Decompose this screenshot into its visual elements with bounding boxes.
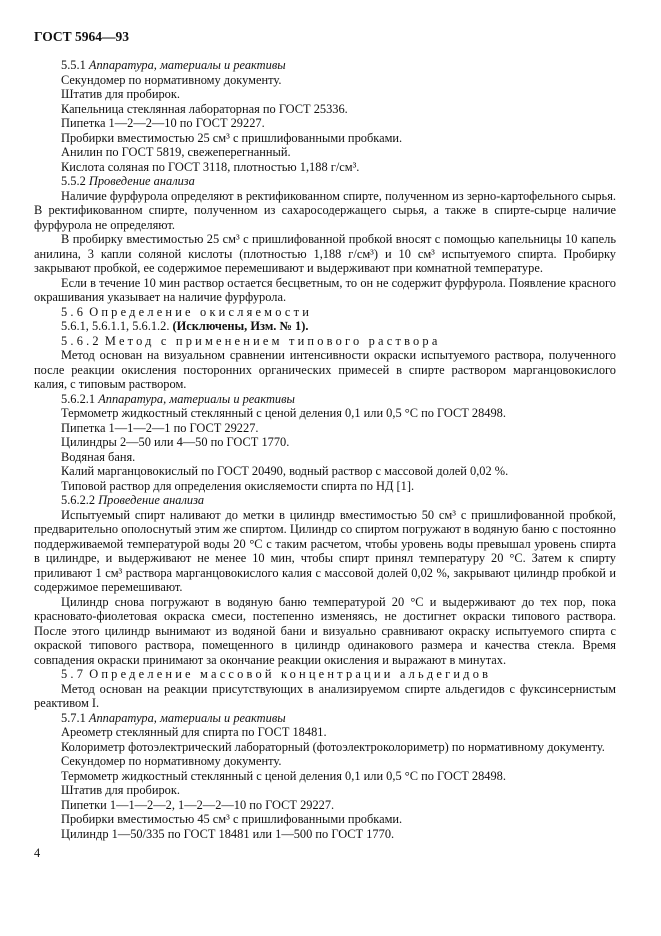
section-heading [34,319,616,334]
paragraph: Метод основан на реакции присутствующих в анализируемом спирте альдегидов с фуксинсернистым реактивом I. [34,681,616,710]
paragraph: Цилиндр 1—50/335 по ГОСТ 18481 или 1—500 по ГОСТ 1770. [61,826,395,841]
paragraph: Цилиндр снова погружают в водяную баню температурой 20 °С и выдерживают до тех пор, пока красновато-фиолетовая окраска смеси, постепенно изменяясь, не достигнет окраски типового раствора. После этого цилиндр вынимают из водяной бани и визуально сравнивают окраску испытуемого спирта с окраской типового раствора, помещенного в цилиндр одинакового размера и качества стекла. Время совпадения окраски принимают за окончание реакции окисления и выражают в минутах. [34,594,616,667]
document-header: ГОСТ 5964—93 [34,29,130,44]
section-number: 5.6.2 [61,333,102,348]
section-number: 5.6.2.2 [61,493,96,507]
section-title: Аппаратура, материалы и реактивы [88,58,286,72]
document-body [34,58,616,841]
paragraph: Цилиндры 2—50 или 4—50 по ГОСТ 1770. [61,435,290,449]
section-title: (Исключены, Изм. № 1). [172,319,309,333]
paragraph: Пробирки вместимостью 25 см³ с пришлифованными пробками. [61,130,403,145]
section-heading [34,174,616,189]
paragraph: Капельница стеклянная лабораторная по ГОСТ 25336. [61,101,348,116]
paragraph: Штатив для пробирок. [61,87,180,101]
paragraph: Кислота соляная по ГОСТ 3118, плотностью 1,188 г/см³. [61,159,360,174]
paragraph: Калий марганцовокислый по ГОСТ 20490, водный раствор с массовой долей 0,02 %. [61,464,509,478]
paragraph: Штатив для пробирок. [61,783,180,797]
section-heading [34,305,616,320]
paragraph: Испытуемый спирт наливают до метки в цилиндр вместимостью 50 см³ с пришлифованной пробкой, предварительно ополоснутый этим же спиртом. Цилиндр со спиртом погружают в водяную баню с постоянно поддерживаемой температурой воды 20 °С с таким расчетом, чтобы уровень воды превышал уровень спирта в цилиндре, и выдерживают не менее 10 мин, чтобы спирт принял температуру 20 °С. Затем к спирту приливают 1 см³ раствора марганцовокислого калия с массовой долей 0,02 %, закрывают цилиндр пробкой и содержимое перемешивают. [34,507,616,594]
paragraph: Метод основан на визуальном сравнении интенсивности окраски испытуемого раствора, полученного после реакции окисления посторонних органических примесей в спирте раствором марганцовокислого калия, с типовым раствором. [34,348,616,391]
section-heading [34,667,616,682]
section-title: Аппаратура, материалы и реактивы [88,710,286,725]
paragraph: Термометр жидкостный стеклянный с ценой деления 0,1 или 0,5 °С по ГОСТ 28498. [61,406,506,420]
paragraph: Анилин по ГОСТ 5819, свежеперегнанный. [61,145,291,159]
paragraph: Пробирки вместимостью 45 см³ с пришлифованными пробками. [61,812,403,826]
section-title: Проведение анализа [88,174,195,188]
section-number: 5.5.1 [61,58,86,72]
paragraph: Наличие фурфурола определяют в ректификованном спирте, полученном из зерно-картофельного сырья. В ректификованном спирте, полученном из сахаросодержащего сырья, а также в спирте-сырце наличие фурфурола не определяют. [34,188,616,232]
section-number: 5.6 [61,304,87,319]
section-number: 5.6.1, 5.6.1.1, 5.6.1.2. [61,319,170,333]
paragraph: Водяная баня. [61,449,136,464]
section-heading [34,58,616,73]
paragraph: Ареометр стеклянный для спирта по ГОСТ 18481. [61,725,327,739]
section-number: 5.7.1 [61,710,86,725]
paragraph: Пипетки 1—1—2—2, 1—2—2—10 по ГОСТ 29227. [61,797,335,812]
page-number: 4 [34,846,41,860]
section-title: Определение окисляемости [89,304,313,319]
section-number: 5.5.2 [61,174,86,188]
section-heading [34,711,616,726]
paragraph: Если в течение 10 мин раствор остается бесцветным, то он не содержит фурфурола. Появление красного окрашивания указывает на наличие фурфурола. [34,275,616,304]
paragraph: Секундомер по нормативному документу. [61,72,282,87]
section-heading [34,334,616,349]
section-number: 5.7 [61,667,87,681]
section-number: 5.6.2.1 [61,391,96,406]
paragraph: Типовой раствор для определения окисляемости спирта по НД [1]. [61,478,415,493]
paragraph: Термометр жидкостный стеклянный с ценой деления 0,1 или 0,5 °С по ГОСТ 28498. [61,768,506,783]
section-heading [34,493,616,508]
paragraph: Секундомер по нормативному документу. [61,754,282,768]
section-title: Аппаратура, материалы и реактивы [98,391,295,406]
paragraph: Колориметр фотоэлектрический лабораторный (фотоэлектроколориметр) по нормативному документу. [61,739,605,754]
paragraph: Пипетка 1—1—2—1 по ГОСТ 29227. [61,420,259,435]
paragraph: В пробирку вместимостью 25 см³ с пришлифованной пробкой вносят с помощью капельницы 10 капель анилина, 3 капли соляной кислоты (плотностью 1,188 г/см³) и 10 см³ испытуемого спирта. Пробирку закрывают пробкой, ее содержимое перемешивают и выдерживают при комнатной температуре. [34,232,616,275]
section-heading [34,392,616,407]
section-title: Метод с применением типового раствора [104,333,441,348]
section-title: Проведение анализа [98,493,205,507]
section-title: Определение массовой концентрации альдегидов [89,667,492,681]
paragraph: Пипетка 1—2—2—10 по ГОСТ 29227. [61,116,265,130]
